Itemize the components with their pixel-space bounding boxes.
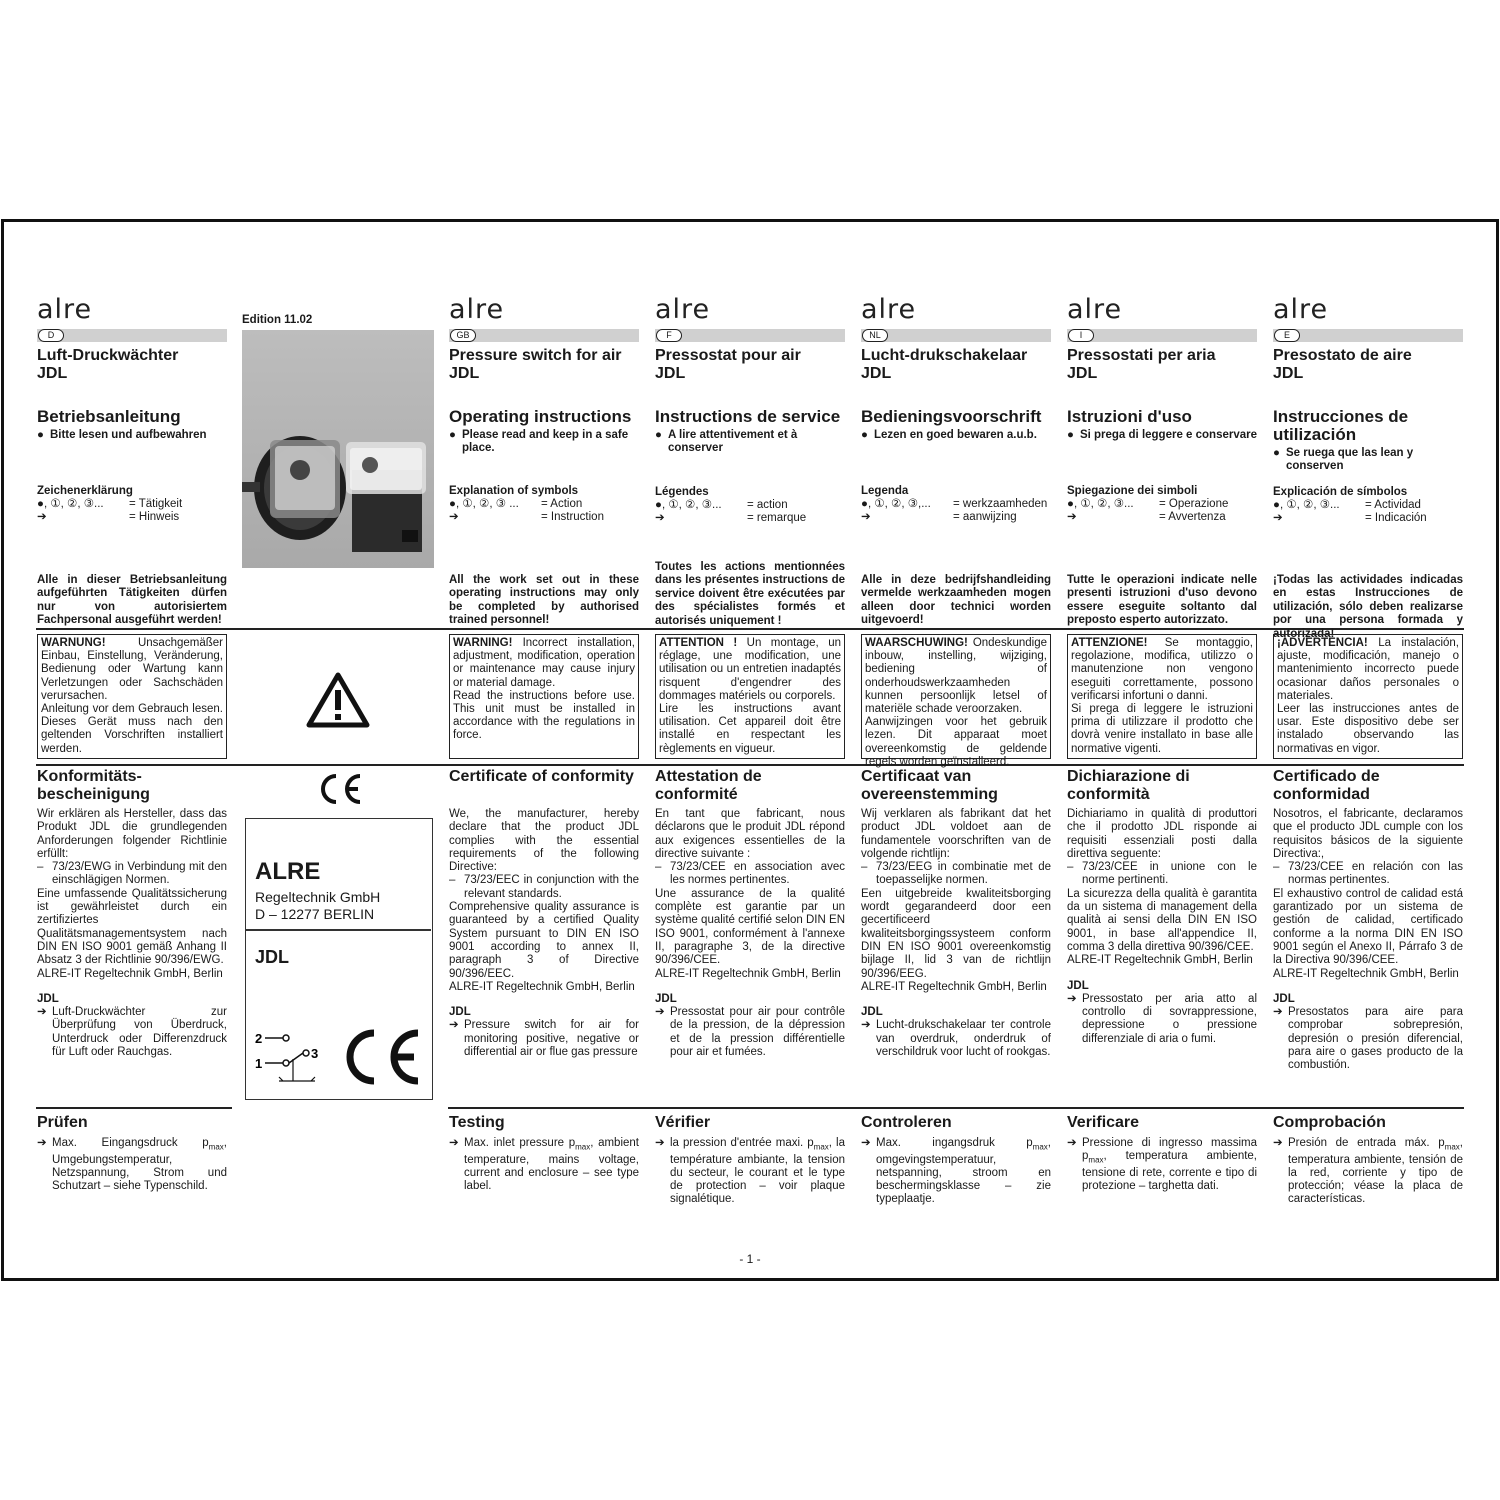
product-title: Pressostati per aria JDL [1067, 347, 1216, 382]
certificate-heading: Certificado de conformidad [1273, 768, 1380, 803]
symbol-note-value: = remarque [747, 512, 807, 524]
language-code: D [38, 329, 64, 342]
symbol-note-key: ➔ [861, 511, 871, 523]
jdl-heading: JDL [861, 1006, 883, 1019]
symbol-note-value: = Avvertenza [1159, 511, 1226, 523]
edition-label: Edition 11.02 [242, 314, 313, 326]
testing-text: ➔ Max. ingangsdruk $p_{max}$, omgevingstemperatuur, netspanning, stroom en beschermingsklasse – zie typeplaatje. [861, 1137, 1051, 1206]
product-title: Lucht-drukschakelaar JDL [861, 347, 1028, 382]
warning-box: ¡ADVERTENCIA! La instalación, ajuste, modificación, manejo o mantenimiento incorrecto puede ocasionar daños personales o materiales. Leer las instrucciones antes de usar. Este dispositivo debe ser instalado observando las normativas en vigor. [1273, 634, 1463, 759]
rule-certificate [36, 764, 1464, 766]
symbol-action-key: ●, ①, ②, ③... [1067, 498, 1134, 510]
symbols-heading: Explanation of symbols [449, 485, 579, 497]
symbols-heading: Zeichenerklärung [37, 485, 133, 497]
column-header [861, 296, 1051, 383]
jdl-heading: JDL [1273, 992, 1295, 1005]
symbols-legend [655, 486, 845, 525]
read-note: ● Se ruega que las lean y conserven [1273, 447, 1414, 472]
authorised-personnel-note: Tutte le operazioni indicate nelle presenti istruzioni d'uso devono essere eseguite soltanto dal preposto esperto autorizzato. [1067, 574, 1257, 627]
terminal-2-label: 2 [255, 1031, 263, 1046]
certificate-text: Dichiariamo in qualità di produttori che il prodotto JDL risponde ai requisiti essenziali posti dalla direttiva seguente: – 73/23/CEE in unione con le norme pertinenti. La sicurezza della qualità è garantita da un sistema di management della qualità ai sensi della DIN EN ISO 9001, in base all'appendice II, comma 3 della direttiva 90/396/CEE. ALRE-IT Regeltechnik GmbH, Berlin JDL ➔ Pressostato per aria atto al controllo di sovrappressione, depressione o pressione differenziale di aria o fumi. [1067, 808, 1257, 1045]
symbols-heading: Spiegazione dei simboli [1067, 485, 1198, 497]
warning-box: ATTENZIONE! Se montaggio, regolazione, modifica, utilizzo o manutenzione non vengono eseguiti correttamente, possono verificarsi infortuni o danni. Si prega di leggere le istruzioni prima di utilizzare il prodotto che dovrà venire installato in base alle normative vigenti. [1067, 634, 1257, 759]
terminal-1-label: 1 [255, 1056, 263, 1071]
authorised-personnel-note: Alle in dieser Betriebsanleitung aufgeführten Tätigkeiten dürfen nur von autorisiertem Fachpersonal ausgeführt werden! [37, 574, 227, 627]
testing-text: ➔ Max. inlet pressure $p_{max}$, ambient temperature, mains voltage, current and enclosure – see type label. [449, 1137, 639, 1193]
symbol-note-key: ➔ [655, 512, 665, 524]
alre-logo: alre [861, 294, 917, 325]
instructions-heading: Istruzioni d'uso ● Si prega di leggere e conservare [1067, 407, 1258, 441]
plate-line2: D – 12277 BERLIN [255, 906, 375, 922]
testing-text: ➔ la pression d'entrée maxi. $p_{max}$, la température ambiante, la tension du secteur, le courant et le type de protection – voir plaque signalétique. [655, 1137, 845, 1206]
symbol-note-value: = Instruction [541, 511, 604, 523]
symbol-note-key: ➔ [449, 511, 459, 523]
alre-logo: alre [1067, 294, 1123, 325]
read-note: ● Please read and keep in a safe place. [449, 429, 629, 454]
language-bar [1067, 329, 1257, 342]
switch-diagram-icon [255, 1029, 335, 1089]
certificate-heading: Dichiarazione di conformità [1067, 768, 1190, 803]
language-code: F [656, 329, 682, 342]
alre-logo: alre [37, 294, 93, 325]
symbols-legend [37, 485, 227, 524]
testing-heading: Comprobación [1273, 1114, 1386, 1131]
alre-logo: alre [1273, 294, 1329, 325]
symbol-action-key: ●, ①, ②, ③... [655, 499, 722, 511]
testing-heading: Vérifier [655, 1114, 711, 1131]
plate-line1: Regeltechnik GmbH [255, 889, 381, 905]
read-note: ● Lezen en goed bewaren a.u.b. [861, 429, 1037, 441]
symbol-action-key: ●, ①, ②, ③,... [861, 498, 931, 510]
symbols-legend [449, 485, 639, 524]
plate-company: ALRE [255, 858, 321, 885]
type-plate [245, 818, 433, 1100]
certificate-text: Nosotros, el fabricante, declaramos que el producto JDL cumple con los requisitos básicos de la siguiente Directiva:, – 73/23/CEE en relación con las normas pertinentes. El exhaustivo control de calidad está garantizado por un sistema de gestión de calidad, certificado conforme a la norma DIN EN ISO 9001 según el Anexo II, Párrafo 3 de la Directiva 90/396/CEE. ALRE-IT Regeltechnik GmbH, Berlin JDL ➔ Presostatos para aire para comprobar sobrepresión, depresión o presión diferencial, para aire o gases producto de la combustión. [1273, 808, 1463, 1072]
language-code: E [1274, 329, 1300, 342]
language-bar [37, 329, 227, 342]
product-title: Luft-Druckwächter JDL [37, 347, 179, 382]
warning-triangle-icon [306, 672, 370, 728]
certificate-text: Wij verklaren als fabrikant dat het product JDL voldoet aan de fundamentele voorschriften van de volgende richtlijn: – 73/23/EEG in combinatie met de toepasselijke normen. Een uitgebreide kwaliteitsborging wordt gegarandeerd door een gecertificeerd kwaliteitsborgingssysteem conform DIN EN ISO 9001 overeenkomstig bijlage II, lid 3 van de richtlijn 90/396/EEG. ALRE-IT Regeltechnik GmbH, Berlin JDL ➔ Lucht-drukschakelaar ter controle van overdruk, onderdruk of verschildruk voor lucht of rookgas. [861, 808, 1051, 1059]
symbols-heading: Legenda [861, 485, 909, 497]
testing-heading: Testing [449, 1114, 505, 1131]
symbol-action-value: = Tätigkeit [129, 498, 183, 510]
warning-box: WAARSCHUWING! Ondeskundige inbouw, instelling, wijziging, bediening of onderhoudswerkzaamheden kunnen persoonlijk letsel of materiële schade veroorzaken. Aanwijzingen voor het gebruik lezen. Dit apparaat moet overeenkomstig de geldende regels worden geïnstalleerd. [861, 634, 1051, 759]
ce-mark-large-icon [338, 1027, 422, 1087]
column-header [449, 296, 639, 383]
symbol-note-key: ➔ [1067, 511, 1077, 523]
testing-text: ➔ Pressione di ingresso massima $p_{max}$, temperatura ambiente, tensione di rete, corrente e tipo di protezione – targhetta dati. [1067, 1137, 1257, 1193]
warning-box: WARNING! Incorrect installation, adjustment, modification, operation or maintenance may cause injury or material damage. Read the instructions before use. This unit must be installed in accordance with the regulations in force. [449, 634, 639, 759]
product-title: Pressure switch for air JDL [449, 347, 622, 382]
symbol-action-key: ●, ①, ②, ③ ... [449, 498, 519, 510]
alre-logo: alre [655, 294, 711, 325]
column-header [1067, 296, 1257, 383]
product-title: Pressostat pour air JDL [655, 347, 801, 382]
symbol-action-value: = werkzaamheden [953, 498, 1048, 510]
ce-mark-icon [316, 772, 364, 806]
language-code: NL [862, 329, 888, 342]
authorised-personnel-note: All the work set out in these operating instructions may only be completed by authorised trained personnel! [449, 574, 639, 627]
plate-divider [246, 929, 431, 931]
testing-text: ➔ Presión de entrada máx. $p_{max}$, temperatura ambiente, tensión de la red, corriente y tipo de protección; véase la placa de características. [1273, 1137, 1463, 1206]
symbol-action-value: = action [747, 499, 788, 511]
page-number: - 1 - [739, 1252, 761, 1266]
warning-box: ATTENTION ! Un montage, un réglage, une modification, une utilisation ou un entretien inadaptés risquent d'engendrer des dommages matériels ou corporels. Lire les instructions avant utilisation. Cet appareil doit être installé en respectant les règlements en vigueur. [655, 634, 845, 759]
symbols-legend [861, 485, 1051, 524]
instructions-heading: Bedieningsvoorschrift ● Lezen en goed bewaren a.u.b. [861, 408, 1051, 442]
instructions-heading: Instructions de service ● A lire attentivement et à conserver [655, 408, 845, 455]
certificate-text: En tant que fabricant, nous déclarons que le produit JDL répond aux exigences essentielles de la directive suivante : – 73/23/CEE en association avec les normes pertinentes. Une assurance de la qualité complète est garantie par un système qualité certifié selon DIN EN ISO 9001, conformément à l'annexe II, paragraphe 3, de la directive 90/396/CEE. ALRE-IT Regeltechnik GmbH, Berlin JDL ➔ Pressostat pour air pour contrôle de la pression, de la dépression et de la pression différentielle pour air et fumées. [655, 808, 845, 1059]
symbol-action-key: ●, ①, ②, ③... [37, 498, 104, 510]
symbol-action-key: ●, ①, ②, ③... [1273, 499, 1340, 511]
symbol-note-value: = Indicación [1365, 512, 1427, 524]
read-note: ● A lire attentivement et à conserver [655, 429, 798, 454]
symbol-action-value: = Action [541, 498, 583, 510]
jdl-heading: JDL [1067, 979, 1089, 992]
certificate-text: Wir erklären als Hersteller, dass das Produkt JDL die grundlegenden Anforderungen folgender Richtlinie erfüllt: – 73/23/EWG in Verbindung mit den einschlägigen Normen. Eine umfassende Qualitätssicherung ist gewährleistet durch ein zertifiziertes Qualitätsmanagementsystem nach DIN EN ISO 9001 gemäß Anhang II Absatz 3 der Richtlinie 90/396/EWG. ALRE-IT Regeltechnik GmbH, Berlin JDL ➔ Luft-Druckwächter zur Überprüfung von Überdruck, Unterdruck oder Differenzdruck für Luft oder Rauchgas. [37, 808, 227, 1059]
symbol-action-value: = Operazione [1159, 498, 1229, 510]
symbols-legend [1273, 486, 1463, 525]
terminal-3-label: 3 [311, 1046, 319, 1061]
column-header [1273, 296, 1463, 383]
symbol-note-value: = aanwijzing [953, 511, 1017, 523]
language-code: I [1068, 329, 1094, 342]
symbol-note-key: ➔ [1273, 512, 1283, 524]
testing-text: ➔ Max. Eingangsdruck $p_{max}$, Umgebungstemperatur, Netzspannung, Strom und Schutzart – siehe Typenschild. [37, 1137, 227, 1193]
certificate-heading: Konformitäts-bescheinigung [37, 768, 150, 803]
product-photo [242, 330, 434, 568]
symbols-heading: Légendes [655, 486, 709, 498]
warning-box: WARNUNG! Unsachgemäßer Einbau, Einstellung, Veränderung, Bedienung oder Wartung kann Verletzungen oder Sachschäden verursachen. Anleitung vor dem Gebrauch lesen. Dieses Gerät muss nach den geltenden Vorschriften installiert werden. [37, 634, 227, 759]
instructions-heading: Instrucciones de utilización ● Se ruega que las lean y conserven [1273, 408, 1463, 473]
authorised-personnel-note: Alle in deze bedrijfshandleiding vermelde werkzaamheden mogen alleen door technici worden uitgevoerd! [861, 574, 1051, 627]
language-bar [861, 329, 1051, 342]
product-title: Presostato de aire JDL [1273, 347, 1412, 382]
symbol-action-value: = Actividad [1365, 499, 1421, 511]
rule-testing-left [36, 1107, 232, 1109]
jdl-heading: JDL [655, 992, 677, 1005]
symbol-note-key: ➔ [37, 511, 47, 523]
certificate-heading: Certificate of conformity [449, 768, 634, 785]
language-code: GB [450, 329, 476, 342]
instructions-heading: Operating instructions ● Please read and keep in a safe place. [449, 408, 639, 455]
certificate-text: We, the manufacturer, hereby declare that the product JDL complies with the essential requirements of the following Directive: – 73/23/EEC in conjunction with the relevant standards. Comprehensive quality assurance is guaranteed by a certified Quality System pursuant to DIN EN ISO 9001 according to annex II, paragraph 3 of Directive 90/396/EEC. ALRE-IT Regeltechnik GmbH, Berlin JDL ➔ Pressure switch for air for monitoring positive, negative or differential air or flue gas pressure [449, 808, 639, 1059]
plate-model: JDL [255, 947, 290, 967]
testing-heading: Controleren [861, 1114, 952, 1131]
language-bar [449, 329, 639, 342]
authorised-personnel-note: Toutes les actions mentionnées dans les présentes instructions de service doivent être exécutées par des spécialistes formés et autorisés uniquement ! [655, 561, 845, 627]
column-header [37, 296, 227, 383]
jdl-heading: JDL [449, 1006, 471, 1019]
symbols-heading: Explicación de símbolos [1273, 486, 1408, 498]
certificate-heading: Certificaat van overeenstemming [861, 768, 998, 803]
authorised-personnel-note: ¡Todas las actividades indicadas en estas Instrucciones de utilización, sólo deben realizarse por una persona formada y autorizada! [1273, 574, 1463, 640]
jdl-heading: JDL [37, 992, 59, 1005]
rule-warning [36, 628, 1464, 630]
symbols-legend [1067, 485, 1257, 524]
testing-heading: Verificare [1067, 1114, 1140, 1131]
alre-logo: alre [449, 294, 505, 325]
symbol-note-value: = Hinweis [129, 511, 180, 523]
language-bar [1273, 329, 1463, 342]
rule-testing-right [448, 1107, 1464, 1109]
instructions-heading: Betriebsanleitung ● Bitte lesen und aufbewahren [37, 408, 227, 442]
read-note: ● Si prega di leggere e conservare [1067, 429, 1258, 441]
certificate-heading: Attestation de conformité [655, 768, 762, 803]
column-header [655, 296, 845, 383]
language-bar [655, 329, 845, 342]
read-note: ● Bitte lesen und aufbewahren [37, 429, 207, 441]
testing-heading: Prüfen [37, 1114, 88, 1131]
